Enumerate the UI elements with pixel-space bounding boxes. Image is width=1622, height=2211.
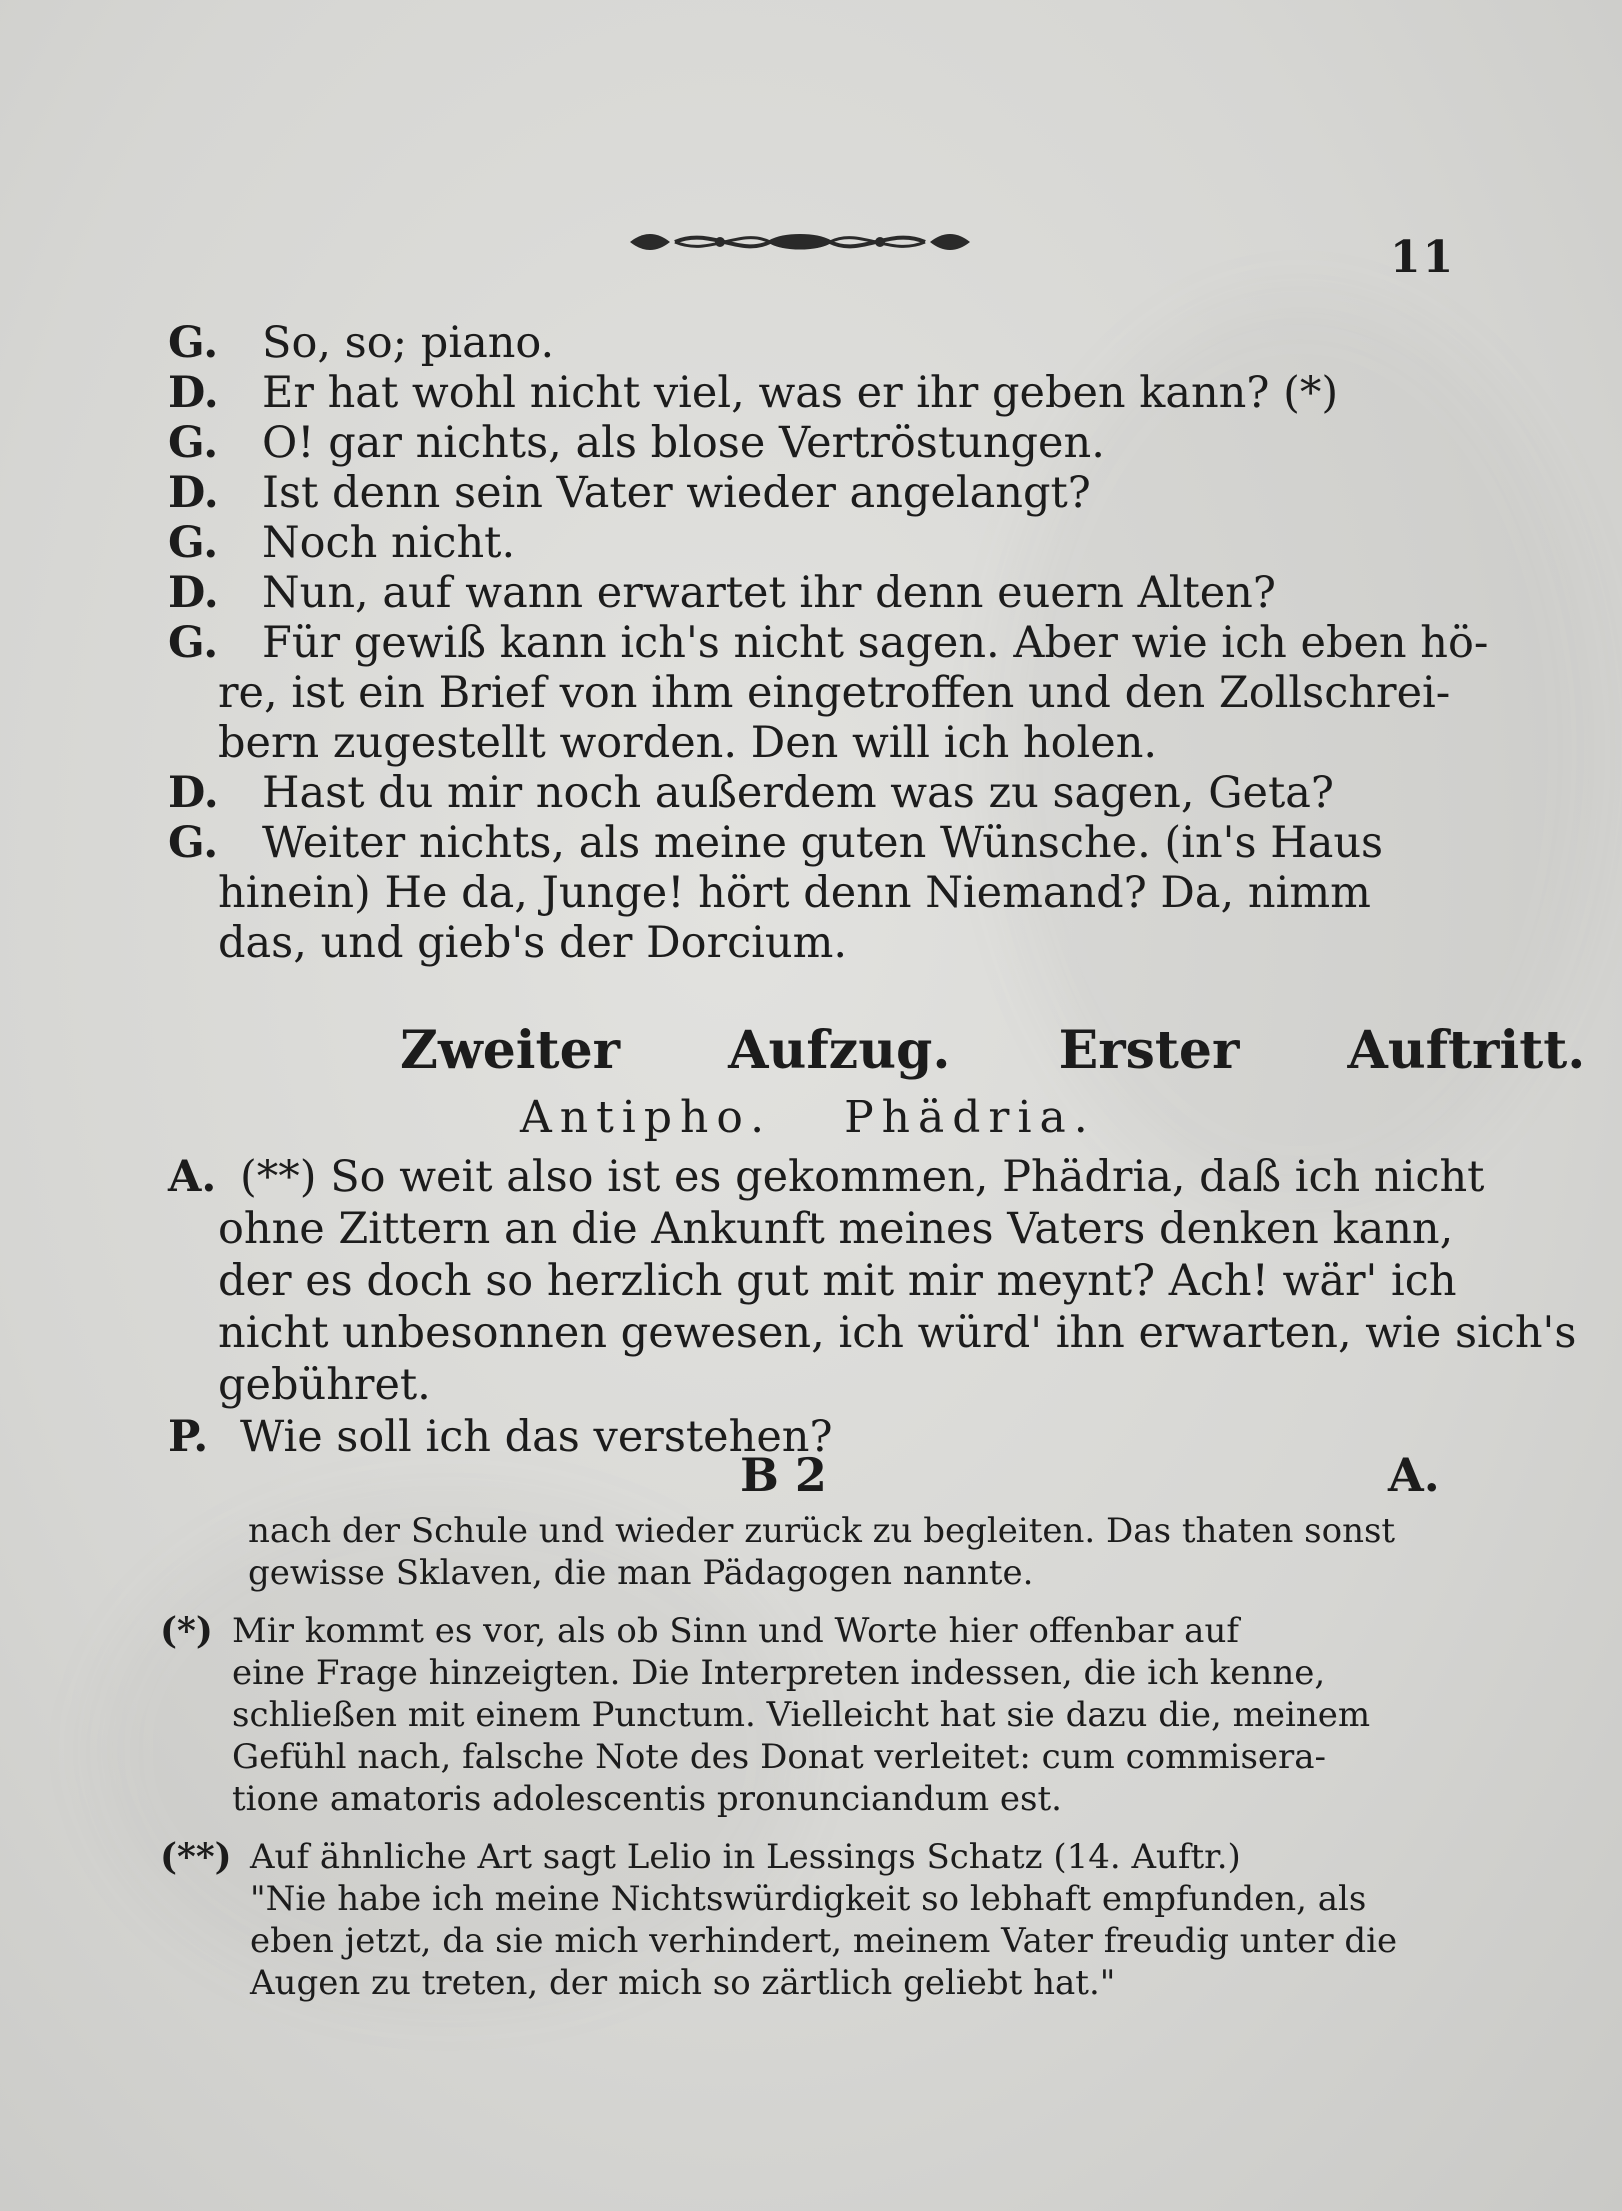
dialogue-line: (**) So weit also ist es gekommen, Phädria, daß ich nicht <box>240 1152 1485 1202</box>
dialogue-line: Noch nicht. <box>262 518 516 568</box>
footnote-mark: (**) <box>160 1836 232 1878</box>
footnote-line: "Nie habe ich meine Nichtswürdigkeit so lebhaft empfunden, als <box>250 1879 1367 1919</box>
speaker-label: D. <box>168 768 219 818</box>
dialogue-line: nicht unbesonnen gewesen, ich würd' ihn erwarten, wie sich's <box>218 1308 1577 1358</box>
speaker-label: G. <box>168 318 219 368</box>
dialogue-line: Weiter nichts, als meine guten Wünsche. (in's Haus <box>262 818 1384 868</box>
speaker-label: G. <box>168 518 219 568</box>
footnote-line: Augen zu treten, der mich so zärtlich geliebt hat." <box>250 1963 1116 2003</box>
dialogue-line: So, so; piano. <box>262 318 555 368</box>
speaker-label: G. <box>168 818 219 868</box>
footnote-line: eben jetzt, da sie mich verhindert, meinem Vater freudig unter die <box>250 1921 1398 1961</box>
dialogue-line: gebühret. <box>218 1360 431 1410</box>
act-title: Zweiter Aufzug. <box>400 1020 951 1081</box>
character-name: Antipho. <box>520 1092 773 1143</box>
footnote-line: gewisse Sklaven, die man Pädagogen nannte. <box>248 1553 1034 1593</box>
page-number: 11 <box>1390 232 1456 283</box>
catchword: A. <box>1388 1448 1440 1502</box>
dialogue-line: Nun, auf wann erwartet ihr denn euern Alten? <box>262 568 1276 618</box>
dialogue-line: der es doch so herzlich gut mit mir meynt? Ach! wär' ich <box>218 1256 1457 1306</box>
dialogue-line: ohne Zittern an die Ankunft meines Vaters denken kann, <box>218 1204 1454 1254</box>
dialogue-line: Wie soll ich das verstehen? <box>240 1412 833 1462</box>
footnote-line: nach der Schule und wieder zurück zu begleiten. Das thaten sonst <box>248 1511 1396 1551</box>
ornament-divider-icon <box>620 222 980 262</box>
footnote-line: eine Frage hinzeigten. Die Interpreten indessen, die ich kenne, <box>232 1653 1326 1693</box>
dialogue-line: Er hat wohl nicht viel, was er ihr geben kann? (*) <box>262 368 1339 418</box>
footnote-mark: (*) <box>160 1610 213 1652</box>
speaker-label: P. <box>168 1412 209 1462</box>
dialogue-line: re, ist ein Brief von ihm eingetroffen und den Zollschrei- <box>218 668 1451 718</box>
character-list <box>520 1092 1096 1143</box>
footnote-line: Auf ähnliche Art sagt Lelio in Lessings Schatz (14. Auftr.) <box>250 1837 1241 1877</box>
speaker-label: A. <box>168 1152 217 1202</box>
dialogue-line: Für gewiß kann ich's nicht sagen. Aber wie ich eben hö- <box>262 618 1489 668</box>
speaker-label: G. <box>168 418 219 468</box>
footnote-line: Mir kommt es vor, als ob Sinn und Worte hier offenbar auf <box>232 1611 1239 1651</box>
scene-title: Erster Auftritt. <box>1058 1020 1586 1081</box>
speaker-label: G. <box>168 618 219 668</box>
dialogue-line: Hast du mir noch außerdem was zu sagen, Geta? <box>262 768 1334 818</box>
dialogue-line: hinein) He da, Junge! hört denn Niemand? Da, nimm <box>218 868 1371 918</box>
dialogue-line: das, und gieb's der Dorcium. <box>218 918 848 968</box>
dialogue-line: bern zugestellt worden. Den will ich holen. <box>218 718 1158 768</box>
character-name: Phädria. <box>844 1092 1096 1143</box>
dialogue-line: O! gar nichts, als blose Vertröstungen. <box>262 418 1105 468</box>
footnote-line: tione amatoris adolescentis pronunciandum est. <box>232 1779 1062 1819</box>
speaker-label: D. <box>168 568 219 618</box>
act-heading <box>400 1020 1585 1081</box>
speaker-label: D. <box>168 468 219 518</box>
footnote-line: Gefühl nach, falsche Note des Donat verleitet: cum commisera- <box>232 1737 1327 1777</box>
footnote-line: schließen mit einem Punctum. Vielleicht hat sie dazu die, meinem <box>232 1695 1371 1735</box>
dialogue-line: Ist denn sein Vater wieder angelangt? <box>262 468 1091 518</box>
signature-mark: B 2 <box>740 1448 827 1502</box>
speaker-label: D. <box>168 368 219 418</box>
